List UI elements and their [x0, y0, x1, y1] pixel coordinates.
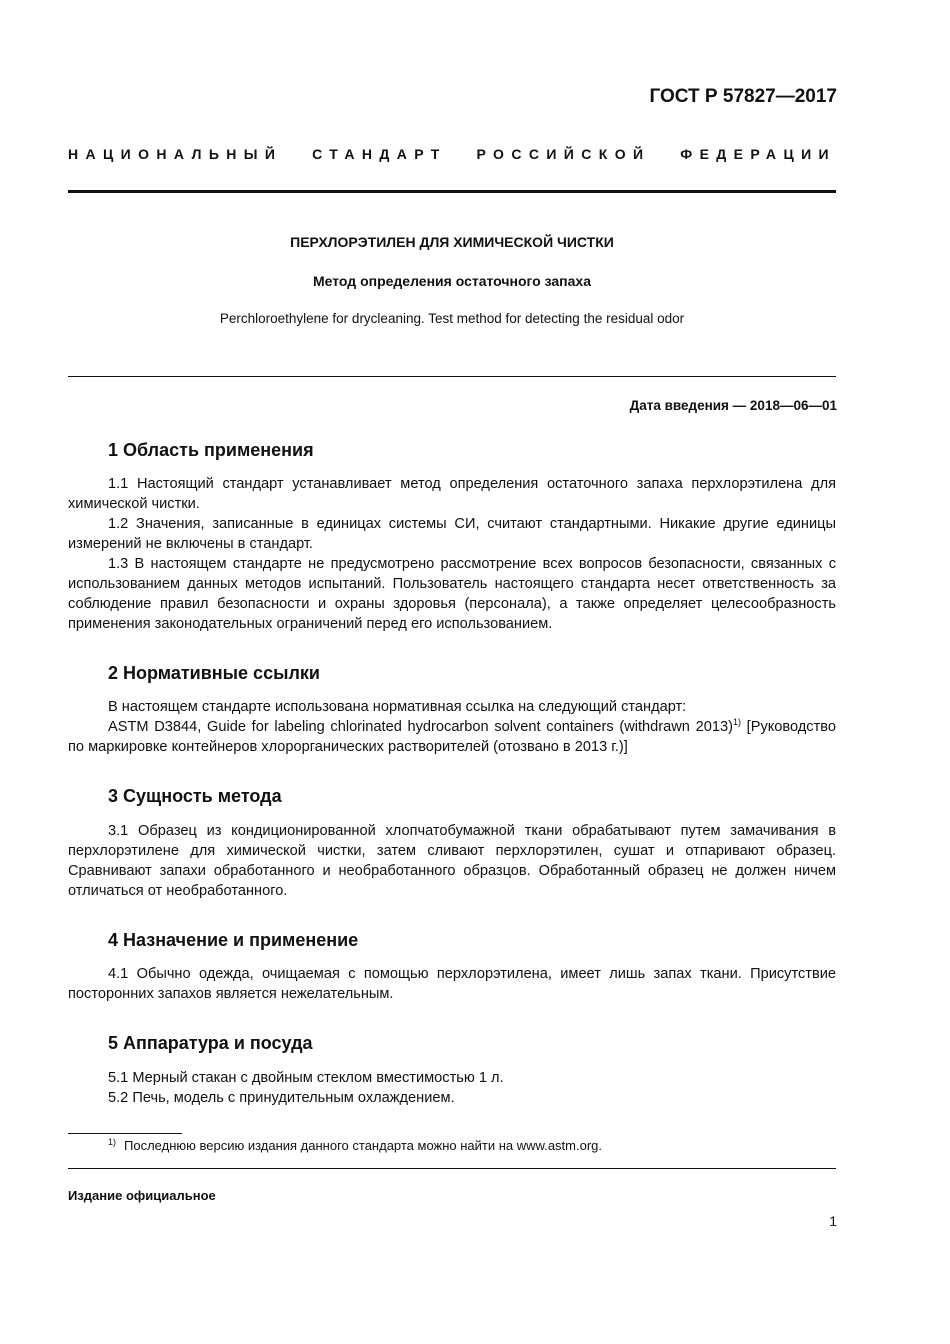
standard-code: ГОСТ Р 57827—2017 — [649, 86, 837, 107]
paragraph: 1.3 В настоящем стандарте не предусмотрено рассмотрение всех вопросов безопасности, связанных с использованием данных методов испытаний. Пользователь настоящего стандарта несет ответственность за соблюдение правил безопасности и охраны здоровья (персонала), а также определяет целесообразность применения законодательных ограничений перед его использованием. — [68, 556, 836, 632]
paragraph: В настоящем стандарте использована нормативная ссылка на следующий стандарт: — [108, 699, 687, 715]
section-body — [68, 964, 836, 1004]
paragraph: 5.1 Мерный стакан с двойным стеклом вместимостью 1 л. — [108, 1070, 504, 1086]
document-subtitle: Метод определения остаточного запаха — [313, 273, 591, 289]
section-body — [68, 821, 836, 901]
section-heading: 4 Назначение и применение — [108, 930, 359, 950]
footnote-mark: 1) — [732, 717, 741, 728]
footnote-divider — [68, 1133, 182, 1134]
section-heading: 1 Область применения — [108, 440, 314, 460]
reference-translation: [Руководство по маркировке контейнеров хлорорганических растворителей (отозвано в 2013 г.)] — [68, 719, 836, 755]
divider — [68, 376, 836, 377]
paragraph: 1.2 Значения, записанные в единицах системы СИ, считают стандартными. Никакие другие единицы измерений не включены в стандарт. — [68, 516, 836, 552]
section-body — [68, 697, 836, 757]
section-heading: 2 Нормативные ссылки — [108, 663, 320, 683]
section-heading: 5 Аппаратура и посуда — [108, 1033, 313, 1053]
section-heading: 3 Сущность метода — [108, 786, 282, 806]
paragraph: 3.1 Образец из кондиционированной хлопчатобумажной ткани обрабатывают путем замачивания в перхлорэтилене для химической чистки, затем сливают перхлорэтилен, сушат и отпаривают образец. Сравнивают запахи обработанного и необработанного образцов. Обработанный образец не должен ничем отличаться от необработанного. — [68, 823, 836, 899]
introduction-date: Дата введения — 2018—06—01 — [629, 398, 837, 413]
english-title: Perchloroethylene for drycleaning. Test method for detecting the residual odor — [219, 311, 685, 326]
reference-paragraph — [68, 717, 836, 757]
paragraph: 4.1 Обычно одежда, очищаемая с помощью перхлорэтилена, имеет лишь запах ткани. Присутствие посторонних запахов является нежелательным. — [68, 966, 836, 1002]
document-title: ПЕРХЛОРЭТИЛЕН ДЛЯ ХИМИЧЕСКОЙ ЧИСТКИ — [290, 234, 614, 250]
official-edition-label: Издание официальное — [68, 1188, 216, 1203]
footnote-text: Последнюю версию издания данного стандарта можно найти на www.astm.org. — [124, 1138, 603, 1153]
paragraph: 1.1 Настоящий стандарт устанавливает метод определения остаточного запаха перхлорэтилена для химической чистки. — [68, 476, 836, 512]
section-body — [68, 474, 836, 634]
page-number: 1 — [829, 1213, 837, 1229]
footnote — [108, 1138, 602, 1153]
reference-text: ASTM D3844, Guide for labeling chlorinated hydrocarbon solvent containers (withdrawn 2013) — [108, 719, 733, 735]
section-body — [68, 1068, 836, 1108]
divider — [68, 190, 836, 193]
footnote-mark: 1) — [108, 1136, 117, 1147]
paragraph: 5.2 Печь, модель с принудительным охлаждением. — [108, 1090, 455, 1106]
national-standard-banner: НАЦИОНАЛЬНЫЙ СТАНДАРТ РОССИЙСКОЙ ФЕДЕРАЦИИ — [68, 146, 836, 162]
divider — [68, 1168, 836, 1169]
